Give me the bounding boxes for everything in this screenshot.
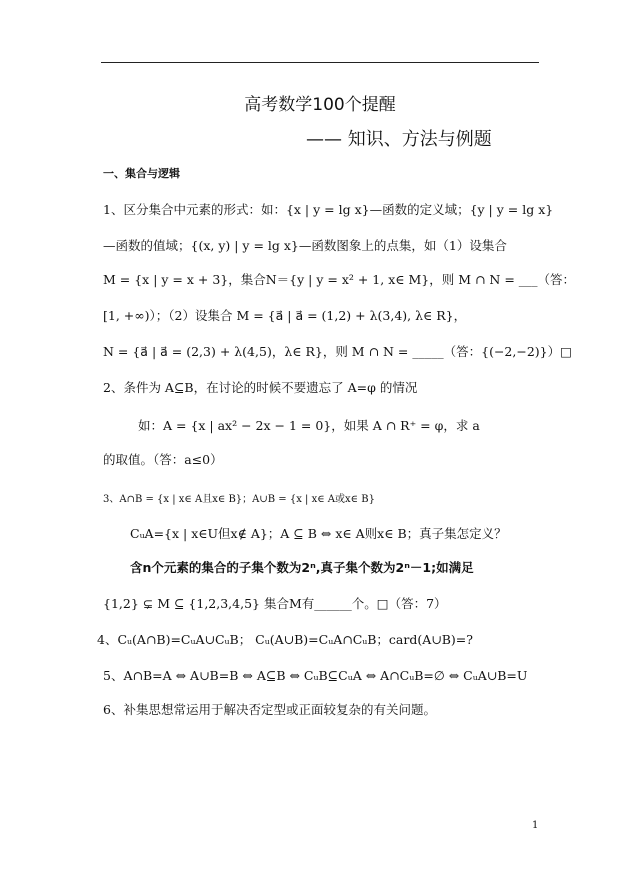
item-2-line-2: 如：A = {x | ax² − 2x − 1 = 0}，如果 A ∩ R⁺ = φ，求 a <box>138 418 480 433</box>
item-2-line-3: 的取值。（答：a≤0） <box>103 452 223 467</box>
item-1-line-5: N = {a⃗ | a⃗ = (2,3) + λ(4,5)，λ∈ R}，则 M ∩ N = _____（答：{(−2,−2)}）□ <box>103 344 572 359</box>
item-4: 4、Cᵤ(A∩B)=CᵤA∪CᵤB； Cᵤ(A∪B)=CᵤA∩CᵤB；card(A∪B)=? <box>97 632 473 647</box>
item-3-line-1: 3、A∩B = {x | x∈ A且x∈ B}；A∪B = {x | x∈ A或x∈ B} <box>103 494 375 505</box>
item-1-line-1: 1、区分集合中元素的形式：如：{x | y = lg x}—函数的定义域；{y | y = lg x} <box>103 202 554 217</box>
item-1-line-4: [1, +∞)）；（2）设集合 M = {a⃗ | a⃗ = (1,2) + λ(3,4), λ∈ R}， <box>103 308 467 323</box>
item-3-line-4: {1,2} ⊊ M ⊆ {1,2,3,4,5} 集合M有______个。□（答：7） <box>103 596 447 611</box>
item-2-line-1: 2、条件为 A⊆B，在讨论的时候不要遗忘了 A=φ 的情况 <box>103 380 418 395</box>
item-3-line-2: CᵤA={x | x∈U但x∉ A}；A ⊆ B ⇔ x∈ A则x∈ B；真子集怎定义？ <box>130 526 507 541</box>
header-rule <box>101 62 539 63</box>
document-title: 高考数学100个提醒 <box>244 95 396 115</box>
item-3-line-3: 含n个元素的集合的子集个数为2ⁿ,真子集个数为2ⁿ－1;如满足 <box>130 560 474 575</box>
page-number: 1 <box>532 820 539 831</box>
section-heading: 一、集合与逻辑 <box>103 167 180 180</box>
document-subtitle: —— 知识、方法与例题 <box>306 129 492 150</box>
item-6: 6、补集思想常运用于解决否定型或正面较复杂的有关问题。 <box>103 702 436 717</box>
item-1-line-2: —函数的值域；{(x, y) | y = lg x}—函数图象上的点集，如（1）设集合 <box>103 238 507 253</box>
item-5: 5、A∩B=A ⇔ A∪B=B ⇔ A⊆B ⇔ CᵤB⊆CᵤA ⇔ A∩CᵤB=∅ ⇔ CᵤA∪B=U <box>103 668 528 683</box>
item-1-line-3: M = {x | y = x + 3}，集合N＝{y | y = x² + 1, x∈ M}，则 M ∩ N = ___（答： <box>103 272 576 287</box>
